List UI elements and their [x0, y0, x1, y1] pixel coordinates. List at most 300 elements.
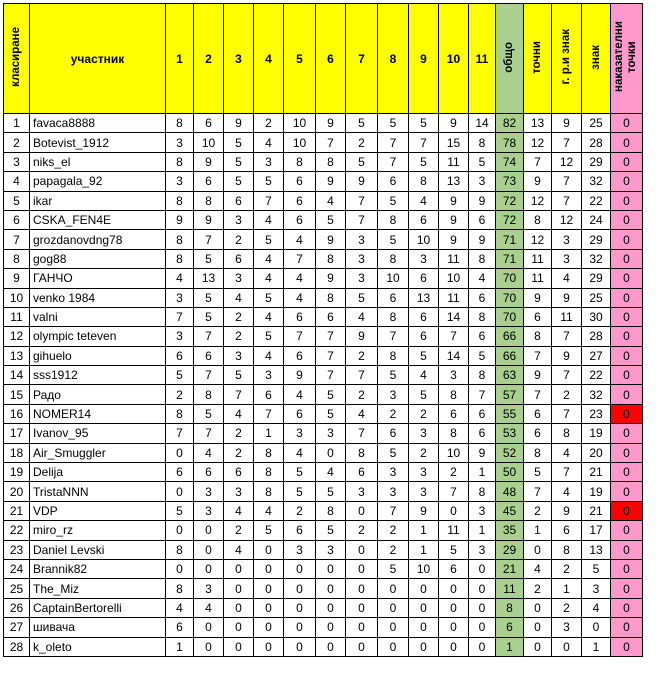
round-score-cell: 8 — [439, 424, 469, 443]
round-score-cell: 0 — [409, 598, 439, 617]
round-score-cell: 8 — [316, 152, 346, 171]
points-cell: 11 — [524, 249, 552, 268]
rank-cell: 2 — [4, 133, 30, 152]
gr-header: г. р.и знак — [552, 4, 582, 114]
round-score-cell: 7 — [316, 346, 346, 365]
round-score-cell: 5 — [409, 346, 439, 365]
round-header: 9 — [409, 4, 439, 114]
table-row — [4, 404, 643, 423]
round-score-cell: 8 — [254, 443, 284, 462]
rank-cell: 19 — [4, 463, 30, 482]
round-score-cell: 1 — [469, 463, 496, 482]
round-score-cell: 8 — [469, 482, 496, 501]
round-score-cell: 2 — [224, 230, 254, 249]
player-name-cell: CaptainBertorelli — [30, 598, 166, 617]
round-score-cell: 5 — [439, 540, 469, 559]
table-row — [4, 249, 643, 268]
round-score-cell: 5 — [316, 482, 346, 501]
round-score-cell: 6 — [194, 463, 224, 482]
rank-cell: 5 — [4, 191, 30, 210]
round-score-cell: 3 — [378, 385, 409, 404]
standings-body — [4, 114, 643, 657]
points-header: точни — [524, 4, 552, 114]
round-score-cell: 0 — [439, 618, 469, 637]
round-score-cell: 6 — [284, 191, 316, 210]
table-row — [4, 114, 643, 133]
sign-cell: 21 — [582, 501, 611, 520]
round-score-cell: 0 — [316, 637, 346, 656]
round-score-cell: 8 — [378, 210, 409, 229]
round-score-cell: 3 — [224, 346, 254, 365]
round-score-cell: 4 — [254, 249, 284, 268]
round-score-cell: 2 — [346, 133, 378, 152]
round-score-cell: 0 — [194, 521, 224, 540]
player-name-cell: CSKA_FEN4E — [30, 210, 166, 229]
player-name-cell: Радо — [30, 385, 166, 404]
round-score-cell: 8 — [166, 114, 194, 133]
round-score-cell: 6 — [409, 307, 439, 326]
round-score-cell: 4 — [194, 598, 224, 617]
round-score-cell: 5 — [166, 501, 194, 520]
round-score-cell: 10 — [284, 114, 316, 133]
round-score-cell: 11 — [439, 249, 469, 268]
total-cell: 45 — [496, 501, 524, 520]
total-cell: 53 — [496, 424, 524, 443]
round-score-cell: 3 — [378, 482, 409, 501]
player-header: участник — [30, 4, 166, 114]
gr-cell: 9 — [552, 114, 582, 133]
round-score-cell: 3 — [469, 501, 496, 520]
round-score-cell: 8 — [316, 249, 346, 268]
round-score-cell: 8 — [166, 152, 194, 171]
gr-cell: 1 — [552, 579, 582, 598]
penalty-cell: 0 — [611, 540, 643, 559]
total-cell: 48 — [496, 482, 524, 501]
round-score-cell: 3 — [346, 230, 378, 249]
round-score-cell: 0 — [439, 579, 469, 598]
round-score-cell: 0 — [194, 618, 224, 637]
total-cell: 73 — [496, 172, 524, 191]
round-score-cell: 4 — [166, 269, 194, 288]
gr-cell: 8 — [552, 424, 582, 443]
sign-cell: 25 — [582, 114, 611, 133]
round-score-cell: 4 — [166, 598, 194, 617]
round-score-cell: 0 — [254, 579, 284, 598]
round-score-cell: 0 — [378, 637, 409, 656]
round-score-cell: 5 — [346, 114, 378, 133]
round-score-cell: 7 — [316, 327, 346, 346]
round-score-cell: 2 — [224, 443, 254, 462]
round-score-cell: 0 — [439, 598, 469, 617]
rank-cell: 4 — [4, 172, 30, 191]
round-score-cell: 0 — [316, 618, 346, 637]
round-score-cell: 0 — [254, 559, 284, 578]
gr-cell: 6 — [552, 521, 582, 540]
round-score-cell: 8 — [346, 443, 378, 462]
round-score-cell: 7 — [254, 404, 284, 423]
round-score-cell: 6 — [439, 404, 469, 423]
gr-cell: 7 — [552, 327, 582, 346]
round-score-cell: 6 — [439, 559, 469, 578]
round-score-cell: 7 — [194, 230, 224, 249]
round-score-cell: 4 — [409, 191, 439, 210]
round-score-cell: 2 — [224, 521, 254, 540]
round-score-cell: 9 — [439, 210, 469, 229]
rank-cell: 10 — [4, 288, 30, 307]
round-score-cell: 10 — [409, 230, 439, 249]
round-score-cell: 5 — [378, 114, 409, 133]
round-score-cell: 10 — [194, 133, 224, 152]
round-score-cell: 5 — [378, 443, 409, 462]
round-score-cell: 5 — [316, 210, 346, 229]
round-score-cell: 2 — [346, 385, 378, 404]
penalty-cell: 0 — [611, 521, 643, 540]
player-name-cell: gog88 — [30, 249, 166, 268]
round-score-cell: 10 — [284, 133, 316, 152]
round-score-cell: 8 — [469, 249, 496, 268]
round-score-cell: 0 — [316, 559, 346, 578]
round-score-cell: 14 — [439, 346, 469, 365]
standings-table — [3, 3, 643, 657]
points-cell: 8 — [524, 327, 552, 346]
round-score-cell: 5 — [166, 366, 194, 385]
round-score-cell: 3 — [166, 133, 194, 152]
round-score-cell: 6 — [378, 424, 409, 443]
sign-cell: 23 — [582, 404, 611, 423]
sign-cell: 29 — [582, 269, 611, 288]
round-score-cell: 2 — [378, 521, 409, 540]
round-score-cell: 5 — [346, 288, 378, 307]
round-score-cell: 4 — [316, 463, 346, 482]
gr-cell: 8 — [552, 540, 582, 559]
gr-cell: 7 — [552, 366, 582, 385]
player-name-cell: Ivanov_95 — [30, 424, 166, 443]
gr-cell: 7 — [552, 191, 582, 210]
player-name-cell: ГАНЧО — [30, 269, 166, 288]
round-score-cell: 0 — [346, 598, 378, 617]
round-score-cell: 5 — [316, 385, 346, 404]
round-score-cell: 6 — [194, 114, 224, 133]
sign-cell: 28 — [582, 133, 611, 152]
round-score-cell: 7 — [316, 366, 346, 385]
round-score-cell: 0 — [469, 637, 496, 656]
round-score-cell: 7 — [346, 191, 378, 210]
table-row — [4, 191, 643, 210]
round-score-cell: 1 — [254, 424, 284, 443]
round-score-cell: 3 — [316, 540, 346, 559]
round-header: 1 — [166, 4, 194, 114]
round-score-cell: 6 — [284, 521, 316, 540]
round-score-cell: 5 — [378, 191, 409, 210]
sign-cell: 32 — [582, 249, 611, 268]
round-score-cell: 5 — [284, 463, 316, 482]
sign-cell: 19 — [582, 424, 611, 443]
round-score-cell: 5 — [346, 152, 378, 171]
round-score-cell: 3 — [194, 579, 224, 598]
penalty-cell: 0 — [611, 191, 643, 210]
sign-header: знак — [582, 4, 611, 114]
total-cell: 50 — [496, 463, 524, 482]
round-score-cell: 0 — [346, 540, 378, 559]
round-score-cell: 9 — [439, 230, 469, 249]
rank-cell: 18 — [4, 443, 30, 462]
rank-cell: 27 — [4, 618, 30, 637]
penalty-cell: 0 — [611, 210, 643, 229]
penalty-cell: 0 — [611, 230, 643, 249]
table-row — [4, 598, 643, 617]
round-score-cell: 4 — [284, 288, 316, 307]
player-name-cell: Air_Smuggler — [30, 443, 166, 462]
round-score-cell: 0 — [166, 559, 194, 578]
table-row — [4, 152, 643, 171]
round-score-cell: 4 — [224, 540, 254, 559]
round-score-cell: 0 — [409, 637, 439, 656]
round-score-cell: 7 — [346, 424, 378, 443]
points-cell: 9 — [524, 172, 552, 191]
round-score-cell: 5 — [254, 327, 284, 346]
total-cell: 63 — [496, 366, 524, 385]
round-score-cell: 9 — [194, 152, 224, 171]
round-score-cell: 0 — [469, 559, 496, 578]
round-score-cell: 5 — [409, 114, 439, 133]
round-score-cell: 5 — [224, 133, 254, 152]
penalty-cell: 0 — [611, 463, 643, 482]
total-cell: 74 — [496, 152, 524, 171]
round-score-cell: 9 — [194, 210, 224, 229]
round-score-cell: 4 — [194, 443, 224, 462]
player-name-cell: miro_rz — [30, 521, 166, 540]
gr-cell: 11 — [552, 307, 582, 326]
round-score-cell: 3 — [284, 540, 316, 559]
table-row — [4, 327, 643, 346]
round-score-cell: 8 — [409, 172, 439, 191]
table-row — [4, 210, 643, 229]
round-score-cell: 8 — [194, 191, 224, 210]
sign-cell: 17 — [582, 521, 611, 540]
round-score-cell: 3 — [409, 463, 439, 482]
player-name-cell: valni — [30, 307, 166, 326]
gr-cell: 7 — [552, 133, 582, 152]
round-score-cell: 0 — [316, 598, 346, 617]
round-score-cell: 8 — [316, 501, 346, 520]
table-row — [4, 424, 643, 443]
round-score-cell: 5 — [284, 482, 316, 501]
round-score-cell: 0 — [346, 501, 378, 520]
round-score-cell: 5 — [194, 307, 224, 326]
gr-cell: 9 — [552, 346, 582, 365]
sign-cell: 22 — [582, 366, 611, 385]
round-score-cell: 7 — [439, 482, 469, 501]
round-score-cell: 9 — [284, 366, 316, 385]
round-score-cell: 13 — [409, 288, 439, 307]
rank-cell: 17 — [4, 424, 30, 443]
sign-cell: 19 — [582, 482, 611, 501]
gr-cell: 2 — [552, 559, 582, 578]
round-score-cell: 0 — [166, 482, 194, 501]
round-score-cell: 6 — [284, 172, 316, 191]
round-score-cell: 3 — [194, 482, 224, 501]
round-score-cell: 11 — [439, 288, 469, 307]
total-cell: 6 — [496, 618, 524, 637]
round-score-cell: 0 — [224, 598, 254, 617]
round-score-cell: 5 — [378, 559, 409, 578]
round-score-cell: 4 — [284, 269, 316, 288]
round-score-cell: 4 — [284, 385, 316, 404]
round-score-cell: 9 — [166, 210, 194, 229]
points-cell: 0 — [524, 540, 552, 559]
rank-cell: 9 — [4, 269, 30, 288]
round-score-cell: 8 — [316, 288, 346, 307]
points-cell: 2 — [524, 579, 552, 598]
round-score-cell: 0 — [194, 559, 224, 578]
round-score-cell: 3 — [224, 210, 254, 229]
round-score-cell: 11 — [439, 521, 469, 540]
round-header: 4 — [254, 4, 284, 114]
round-header: 7 — [346, 4, 378, 114]
total-cell: 71 — [496, 249, 524, 268]
round-score-cell: 5 — [224, 152, 254, 171]
round-score-cell: 4 — [254, 210, 284, 229]
sign-cell: 20 — [582, 443, 611, 462]
table-row — [4, 307, 643, 326]
rank-cell: 28 — [4, 637, 30, 656]
round-score-cell: 4 — [254, 501, 284, 520]
penalty-cell: 0 — [611, 307, 643, 326]
round-score-cell: 7 — [439, 327, 469, 346]
round-score-cell: 6 — [194, 346, 224, 365]
round-score-cell: 7 — [469, 385, 496, 404]
table-row — [4, 346, 643, 365]
points-cell: 7 — [524, 482, 552, 501]
rank-cell: 20 — [4, 482, 30, 501]
round-score-cell: 0 — [469, 579, 496, 598]
table-row — [4, 579, 643, 598]
round-score-cell: 9 — [224, 114, 254, 133]
rank-cell: 21 — [4, 501, 30, 520]
table-row — [4, 540, 643, 559]
round-score-cell: 3 — [166, 172, 194, 191]
round-score-cell: 2 — [224, 307, 254, 326]
round-score-cell: 9 — [316, 114, 346, 133]
round-score-cell: 2 — [409, 404, 439, 423]
round-score-cell: 0 — [378, 598, 409, 617]
round-score-cell: 2 — [254, 114, 284, 133]
round-score-cell: 2 — [166, 385, 194, 404]
round-score-cell: 6 — [316, 307, 346, 326]
table-row — [4, 133, 643, 152]
round-score-cell: 5 — [378, 230, 409, 249]
sign-cell: 30 — [582, 307, 611, 326]
round-score-cell: 6 — [284, 307, 316, 326]
round-score-cell: 3 — [378, 463, 409, 482]
round-score-cell: 7 — [284, 327, 316, 346]
round-score-cell: 4 — [224, 288, 254, 307]
penalty-cell: 0 — [611, 288, 643, 307]
round-header: 8 — [378, 4, 409, 114]
points-cell: 6 — [524, 307, 552, 326]
round-score-cell: 5 — [254, 230, 284, 249]
penalty-cell: 0 — [611, 249, 643, 268]
round-score-cell: 2 — [409, 443, 439, 462]
round-score-cell: 0 — [346, 637, 378, 656]
round-score-cell: 8 — [166, 540, 194, 559]
penalty-cell: 0 — [611, 327, 643, 346]
total-cell: 35 — [496, 521, 524, 540]
round-score-cell: 5 — [194, 249, 224, 268]
round-score-cell: 9 — [346, 172, 378, 191]
round-score-cell: 0 — [194, 637, 224, 656]
round-score-cell: 4 — [346, 404, 378, 423]
points-cell: 4 — [524, 559, 552, 578]
round-score-cell: 3 — [469, 172, 496, 191]
round-score-cell: 0 — [284, 637, 316, 656]
round-score-cell: 15 — [439, 133, 469, 152]
gr-cell: 3 — [552, 230, 582, 249]
round-score-cell: 7 — [346, 210, 378, 229]
player-name-cell: шивача — [30, 618, 166, 637]
round-score-cell: 4 — [254, 269, 284, 288]
round-score-cell: 10 — [409, 559, 439, 578]
total-cell: 29 — [496, 540, 524, 559]
rank-cell: 22 — [4, 521, 30, 540]
gr-cell: 4 — [552, 482, 582, 501]
rank-cell: 13 — [4, 346, 30, 365]
player-name-cell: favaca8888 — [30, 114, 166, 133]
round-score-cell: 6 — [469, 210, 496, 229]
round-score-cell: 5 — [254, 288, 284, 307]
sign-cell: 0 — [582, 618, 611, 637]
gr-cell: 2 — [552, 598, 582, 617]
round-score-cell: 6 — [224, 191, 254, 210]
table-row — [4, 230, 643, 249]
total-cell: 78 — [496, 133, 524, 152]
round-score-cell: 0 — [284, 579, 316, 598]
round-score-cell: 8 — [284, 152, 316, 171]
points-cell: 7 — [524, 152, 552, 171]
round-score-cell: 7 — [409, 133, 439, 152]
penalty-cell: 0 — [611, 618, 643, 637]
round-score-cell: 7 — [166, 307, 194, 326]
sign-cell: 13 — [582, 540, 611, 559]
round-score-cell: 0 — [194, 540, 224, 559]
table-row — [4, 482, 643, 501]
round-score-cell: 0 — [346, 618, 378, 637]
table-row — [4, 521, 643, 540]
total-cell: 66 — [496, 346, 524, 365]
round-score-cell: 3 — [224, 269, 254, 288]
round-score-cell: 5 — [224, 366, 254, 385]
round-score-cell: 13 — [439, 172, 469, 191]
round-score-cell: 3 — [316, 424, 346, 443]
round-score-cell: 2 — [439, 463, 469, 482]
round-score-cell: 0 — [254, 598, 284, 617]
rank-cell: 14 — [4, 366, 30, 385]
points-cell: 6 — [524, 404, 552, 423]
penalty-cell: 0 — [611, 404, 643, 423]
gr-cell: 7 — [552, 463, 582, 482]
total-cell: 72 — [496, 191, 524, 210]
round-score-cell: 0 — [254, 637, 284, 656]
round-score-cell: 7 — [378, 133, 409, 152]
round-score-cell: 6 — [194, 172, 224, 191]
points-cell: 0 — [524, 637, 552, 656]
round-score-cell: 0 — [378, 579, 409, 598]
round-score-cell: 14 — [439, 307, 469, 326]
gr-cell: 2 — [552, 385, 582, 404]
round-score-cell: 3 — [254, 366, 284, 385]
points-cell: 0 — [524, 618, 552, 637]
round-score-cell: 2 — [378, 404, 409, 423]
